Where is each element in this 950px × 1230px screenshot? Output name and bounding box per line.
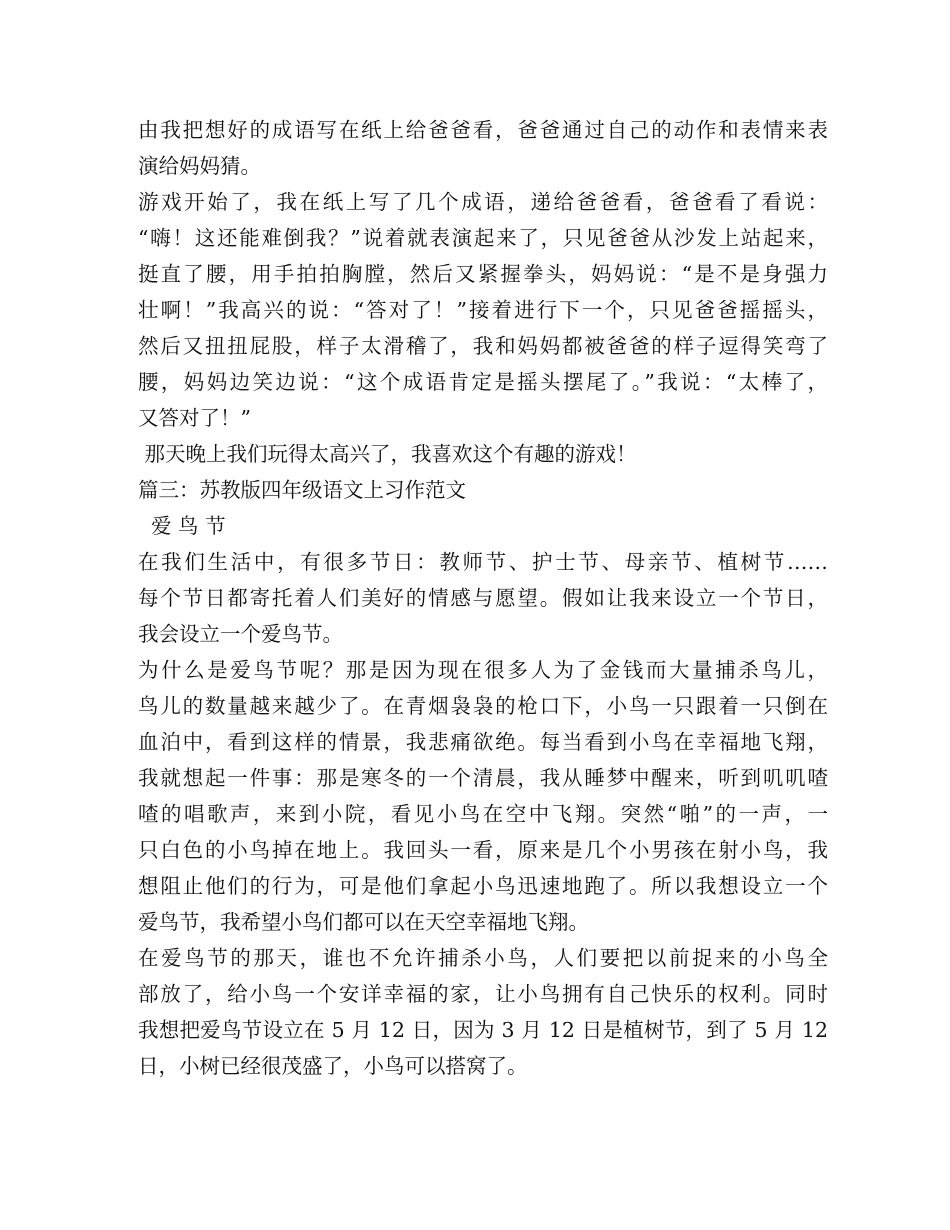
text-line: 只白色的小鸟掉在地上。我回头一看，原来是几个小男孩在射小鸟，我 [138,838,828,862]
text-line: 每个节日都寄托着人们美好的情感与愿望。假如让我来设立一个节日， [138,586,828,610]
text-line: 游戏开始了，我在纸上写了几个成语，递给爸爸看，爸爸看了看说： [138,190,828,214]
text-line: 鸟儿的数量越来越少了。在青烟袅袅的枪口下，小鸟一只跟着一只倒在 [138,694,828,718]
section-heading: 篇三：苏教版四年级语文上习作范文 [138,478,466,502]
text-line: 为什么是爱鸟节呢？那是因为现在很多人为了金钱而大量捕杀鸟儿， [138,658,828,682]
text-line: 部放了，给小鸟一个安详幸福的家，让小鸟拥有自己快乐的权利。同时 [138,982,828,1006]
text-line: 由我把想好的成语写在纸上给爸爸看，爸爸通过自己的动作和表情来表 [138,118,828,142]
document-body [138,112,828,1084]
text-line: 然后又扭扭屁股，样子太滑稽了，我和妈妈都被爸爸的样子逗得笑弯了 [138,334,828,358]
text-line: 壮啊！”我高兴的说：“答对了！”接着进行下一个，只见爸爸摇摇头， [138,298,828,322]
text-line: 在爱鸟节的那天，谁也不允许捕杀小鸟，人们要把以前捉来的小鸟全 [138,946,828,970]
text-line: 我会设立一个爱鸟节。 [138,622,343,646]
text-line: 腰，妈妈边笑边说：“这个成语肯定是摇头摆尾了。”我说：“太棒了， [138,370,828,394]
text-line: 我想把爱鸟节设立在 5 月 12 日，因为 3 月 12 日是植树节，到了 5 月 12 [138,1018,828,1042]
text-line: 日，小树已经很茂盛了，小鸟可以搭窝了。 [138,1054,528,1078]
text-line: 喳的唱歌声，来到小院，看见小鸟在空中飞翔。突然“啪”的一声，一 [138,802,828,826]
text-line: 挺直了腰，用手拍拍胸膛，然后又紧握拳头，妈妈说：“是不是身强力 [138,262,828,286]
text-line: 在我们生活中，有很多节日：教师节、护士节、母亲节、植树节…… [138,550,828,574]
text-line: 爱鸟节，我希望小鸟们都可以在天空幸福地飞翔。 [138,910,589,934]
text-line: “嗨！这还能难倒我？”说着就表演起来了，只见爸爸从沙发上站起来， [138,226,828,250]
text-line: 想阻止他们的行为，可是他们拿起小鸟迅速地跑了。所以我想设立一个 [138,874,828,898]
text-line: 那天晚上我们玩得太高兴了，我喜欢这个有趣的游戏！ [138,442,637,466]
text-line: 又答对了！” [138,406,251,430]
text-line: 演给妈妈猜。 [138,154,261,178]
essay-title: 爱 鸟 节 [138,514,226,538]
text-line: 血泊中，看到这样的情景，我悲痛欲绝。每当看到小鸟在幸福地飞翔， [138,730,828,754]
text-line: 我就想起一件事：那是寒冬的一个清晨，我从睡梦中醒来，听到叽叽喳 [138,766,828,790]
